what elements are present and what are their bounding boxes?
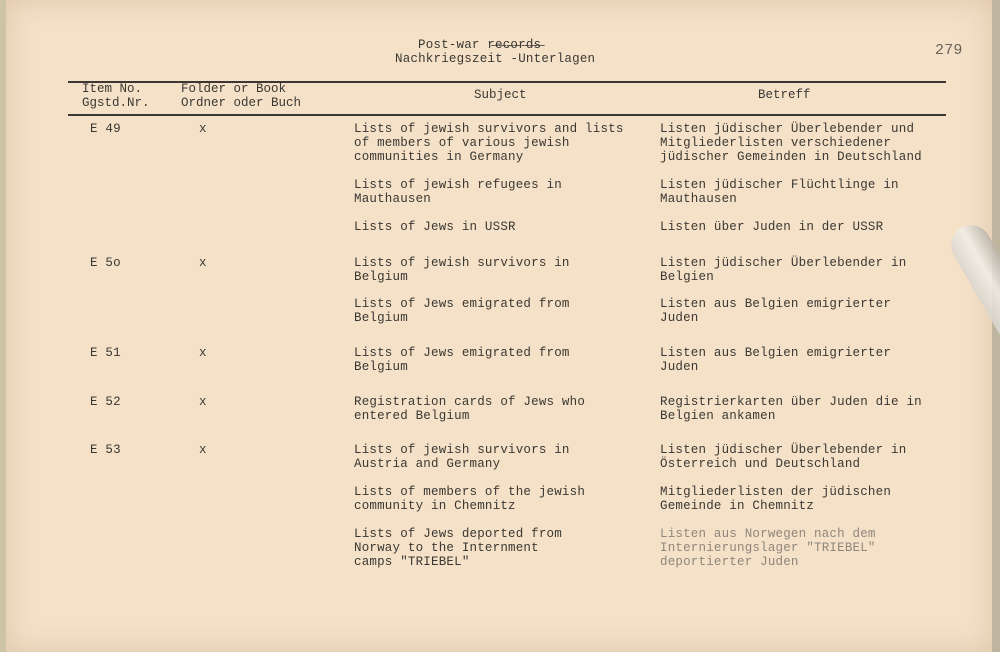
folder-mark: x [199,346,207,360]
folder-mark: x [199,256,207,270]
table-header-rule [68,114,946,116]
item-number: E 5o [90,256,121,270]
folder-mark: x [199,443,207,457]
page-number: 279 [935,42,963,59]
betreff-text: Registrierkarten über Juden die in Belgien ankamen [660,395,922,423]
column-header-betreff: Betreff [758,88,811,102]
folder-mark: x [199,122,207,136]
betreff-text: Listen jüdischer Überlebender und Mitgliederlisten verschiedener jüdischer Gemeinden in Deutschland [660,122,922,164]
betreff-text: Listen aus Belgien emigrierter Juden [660,346,892,374]
header-title-en: Post-war r̶e̶c̶o̶r̶d̶s̶ [418,38,542,52]
column-header-folder: Folder or Book Ordner oder Buch [181,82,302,110]
folder-mark: x [199,395,207,409]
betreff-text: Listen über Juden in der USSR [660,220,884,234]
betreff-text: Mitgliederlisten der jüdischen Gemeinde in Chemnitz [660,485,892,513]
item-number: E 51 [90,346,121,360]
betreff-text: Listen aus Belgien emigrierter Juden [660,297,892,325]
subject-text: Registration cards of Jews who entered Belgium [354,395,586,423]
subject-text: Lists of Jews deported from Norway to the Internment camps "TRIEBEL" [354,527,562,569]
subject-text: Lists of jewish survivors and lists of members of various jewish communities in Germany [354,122,624,164]
column-header-item: Item No. Ggstd.Nr. [82,82,150,110]
betreff-text: Listen jüdischer Flüchtlinge in Mauthausen [660,178,899,206]
item-number: E 49 [90,122,121,136]
subject-text: Lists of jewish refugees in Mauthausen [354,178,562,206]
item-number: E 53 [90,443,121,457]
subject-text: Lists of Jews emigrated from Belgium [354,346,570,374]
subject-text: Lists of members of the jewish community in Chemnitz [354,485,586,513]
betreff-text: Listen jüdischer Überlebender in Österreich und Deutschland [660,443,907,471]
betreff-text: Listen jüdischer Überlebender in Belgien [660,256,907,284]
betreff-text: Listen aus Norwegen nach dem Internierungslager "TRIEBEL" deportierter Juden [660,527,876,569]
subject-text: Lists of jewish survivors in Belgium [354,256,570,284]
subject-text: Lists of jewish survivors in Austria and Germany [354,443,570,471]
item-number: E 52 [90,395,121,409]
subject-text: Lists of Jews in USSR [354,220,516,234]
column-header-subject: Subject [474,88,527,102]
subject-text: Lists of Jews emigrated from Belgium [354,297,570,325]
header-title-de: Nachkriegszeit -Unterlagen [395,52,596,66]
